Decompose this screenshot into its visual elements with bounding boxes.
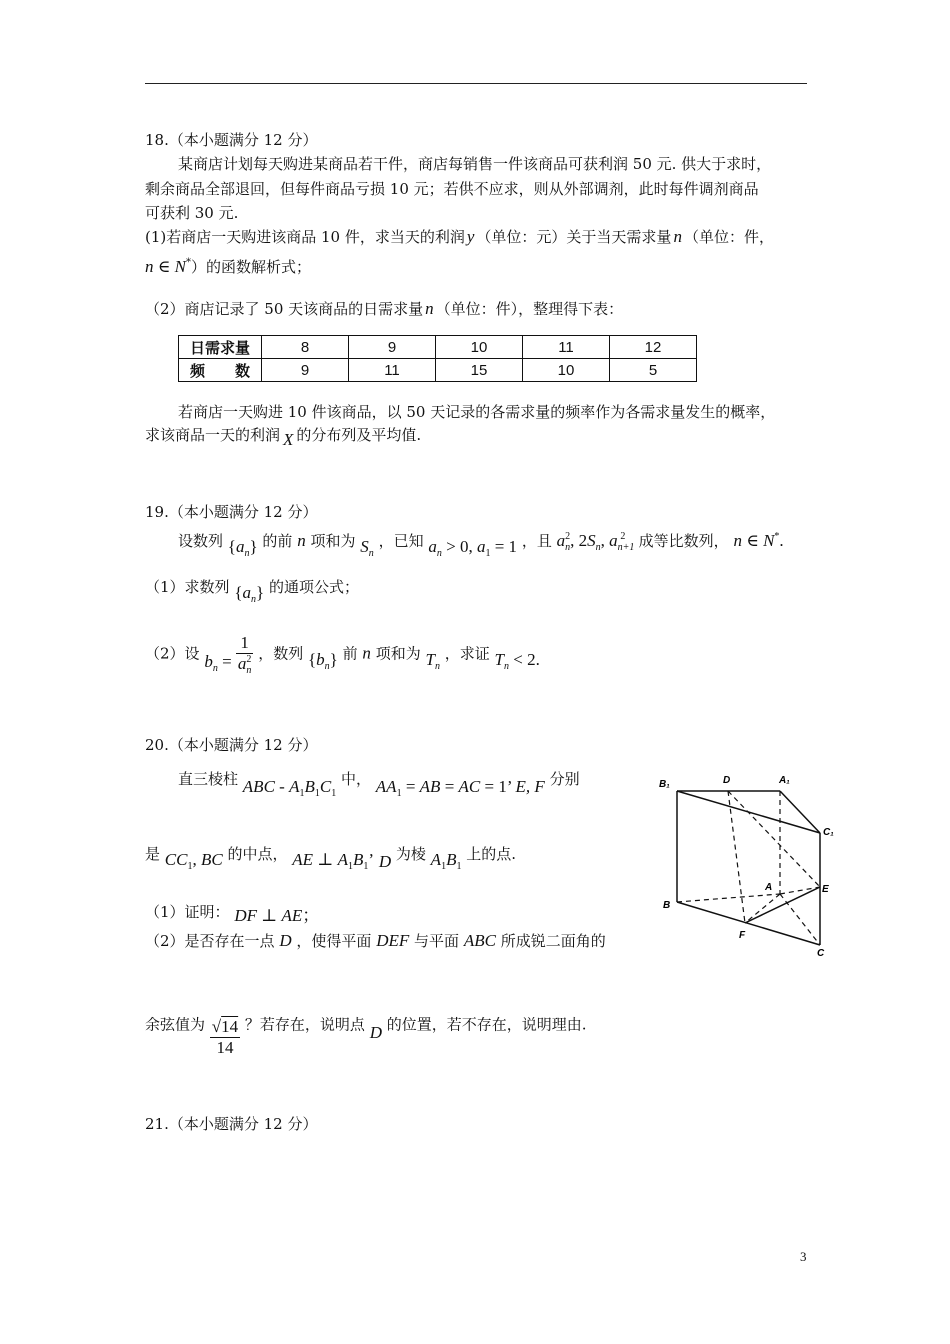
q20-math-D3: D [369,1022,382,1042]
q19-math-Sn: $S_n$ [360,537,374,559]
q19-text: 的通项公式； [268,578,359,596]
table-header-frequency: 频 数 [179,359,262,382]
q18-tail-text-b: 的分布列及平均值. [296,426,422,444]
q19-math-seq-an: $\{a_n\}$ [227,537,258,559]
q18-var-y: y [466,227,475,246]
q20-text: （1）证明： [145,903,230,921]
q18-part1-cont [145,256,311,277]
q20-text: 直三棱柱 [178,770,239,788]
q20-text: ，使得平面 [296,932,372,950]
q20-text: 中， [340,770,371,788]
demand-frequency-table [178,335,697,382]
q18-para-line2: 剩余商品全部退回，但每件商品亏损 10 元；若供不应求，则从外部调剂，此时每件调剂商品 [145,180,759,198]
table-cell: 9 [262,359,349,382]
q20-math-prism: ABC - $A_1B_1C_1$ [242,777,337,799]
label-D: D [723,775,731,786]
q18-tail-line2 [145,424,422,449]
table-cell: 11 [523,336,610,359]
q19-math-bn-def: $b_n$ = $\frac{1}{a_n^2}$ [204,633,252,676]
q18-heading: 18.（本小题满分 12 分） [145,131,318,149]
q19-heading: 19.（本小题满分 12 分） [145,503,318,521]
q20-math-ABC: ABC [463,931,496,950]
table-cell: 12 [610,336,697,359]
hidden-edge-BA [677,894,780,902]
q19-text: 项和为 [310,532,356,550]
header-rule [145,83,807,84]
q19-text: ，已知 [378,532,424,550]
q20-text: 的中点， [227,845,288,863]
q18-part2 [145,298,623,319]
q20-text: ？若存在，说明点 [244,1015,365,1034]
q20-math-DF-perp-AE: DF ⊥ AE； [234,906,320,925]
q20-math-A1B1: $A_1B_1$ [430,850,462,872]
q18-tail-text-a: 求该商品一天的利润 [145,426,281,444]
hidden-segment-DE [728,791,820,887]
q19-math-geo: $a_n^2$, $2S_n$, $a_{n+1}^2$ [556,531,635,553]
q19-text: ，求证 [444,644,490,663]
q19-math-n2: n [362,643,371,663]
label-F: F [739,930,746,941]
q18-para-line3: 可获利 30 元. [145,204,239,222]
q18-part1-text-b: （单位：元）关于当天需求量 [476,228,672,246]
label-C1: C₁ [823,827,834,838]
q20-text: 所成锐二面角的 [500,932,606,950]
q21-heading: 21.（本小题满分 12 分） [145,1115,318,1133]
page-number: 3 [800,1249,807,1264]
q18-part2-text-b: （单位：件），整理得下表： [435,300,624,318]
q20-math-lengths: $AA_1$ = AB = AC = 1’ E, F [375,777,545,799]
q20-math-D: D [378,852,392,871]
table-header-demand: 日需求量 [179,336,262,359]
q18-var-n2: n [425,299,434,318]
table-row [179,336,697,359]
q18-part2-text-a: （2）商店记录了 50 天该商品的日需求量 [145,300,424,318]
q20-math-perp: AE ⊥ $A_1B_1$’ [292,850,375,872]
q19-part1 [145,576,359,605]
q19-text: 设数列 [178,532,224,550]
prism-figure [655,770,840,960]
label-B: B [663,900,671,911]
q18-tail-line1: 若商店一天购进 10 件该商品，以 50 天记录的各需求量的频率作为各需求量发生的概率， [178,403,776,421]
q18-part1-text-a: (1)若商店一天购进该商品 10 件，求当天的利润 [145,228,465,246]
q18-part1-tail: ）的函数解析式； [190,258,311,276]
table-row [179,359,697,382]
q20-line5 [145,1005,587,1057]
q19-math-seq-an-2: $\{a_n\}$ [234,583,265,605]
edge-BC [677,902,820,945]
q20-heading: 20.（本小题满分 12 分） [145,736,318,754]
q19-text: ，数列 [258,644,304,663]
q19-math-seq-bn: $\{b_n\}$ [308,649,338,672]
q18-part1 [145,226,774,247]
q18-math-n-in-N: n ∈ N [145,257,186,276]
q19-text: 前 [342,644,358,663]
table-cell: 10 [523,359,610,382]
q18-part1-text-c: （单位：件， [683,228,774,246]
q18-math-star: * [185,257,191,268]
q19-math-n-in-N: n ∈ N*. [733,531,784,550]
q20-part2 [145,930,606,951]
table-cell: 15 [436,359,523,382]
q19-line1 [178,530,784,559]
table-cell: 5 [610,359,697,382]
q18-para-line1: 某商店计划每天购进某商品若干件，商店每销售一件该商品可获利润 50 元. 供大于求时， [178,155,772,173]
q19-text: ，且 [521,532,552,550]
hidden-edge-AC [780,894,820,945]
q20-text: 余弦值为 [145,1015,206,1034]
label-E: E [822,884,829,895]
q20-part1 [145,897,320,925]
q20-text: 的位置，若不存在，说明理由. [386,1015,587,1034]
q19-text: （1）求数列 [145,578,230,596]
label-B1: B₁ [659,779,670,790]
q19-text: 项和为 [375,644,421,663]
label-A1: A₁ [779,775,790,786]
table-cell: 10 [436,336,523,359]
q20-line2 [145,843,517,872]
q19-math-Tn-lt-2: $T_n < 2$. [494,649,540,672]
q20-math-D2: D [279,931,292,950]
table-cell: 8 [262,336,349,359]
q19-text: 成等比数列， [638,532,729,550]
q20-math-sqrt14-over-14: $\frac{√14}{14}$ [211,1017,239,1057]
q20-text: （2）是否存在一点 [145,932,275,950]
q19-math-cond: $a_n > 0$, $a_1 = 1$ [428,537,518,559]
q20-text: 是 [145,845,161,863]
q18-var-n: n [673,227,682,246]
q19-text: 的前 [262,532,293,550]
q19-math-Tn: $T_n$ [425,649,440,672]
q19-part2 [145,633,540,676]
segment-FE [745,887,820,923]
label-C: C [817,948,825,959]
q19-math-n: n [297,531,306,550]
q20-text: 上的点. [466,845,517,863]
q20-math-DEF: DEF [376,931,410,950]
q20-text: 为棱 [395,845,426,863]
q20-line1 [178,768,580,799]
q20-math-edges: $CC_1$, BC [164,850,223,872]
label-A: A [765,882,773,893]
table-cell: 9 [349,336,436,359]
table-cell: 11 [349,359,436,382]
q20-text: 分别 [549,770,580,788]
q19-text: （2）设 [145,644,200,663]
q20-text: 与平面 [414,932,460,950]
q18-var-X: X [283,430,294,449]
